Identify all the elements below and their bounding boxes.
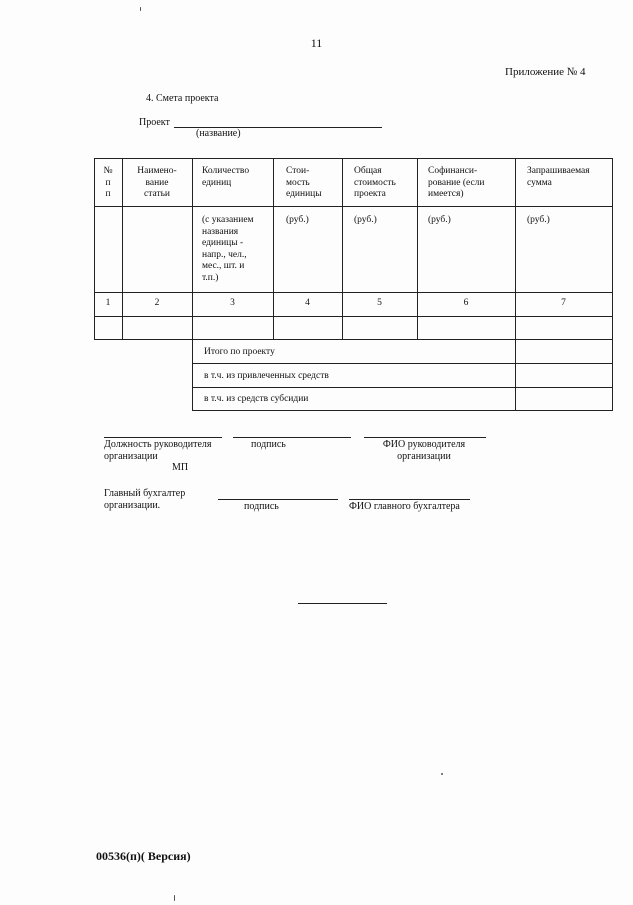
budget-table (94, 158, 613, 411)
head-signature-label: подпись (251, 439, 286, 450)
table-line (94, 158, 95, 340)
table-line (192, 363, 613, 364)
subheader-cofinancing: (руб.) (428, 215, 451, 225)
column-number: 1 (105, 298, 111, 308)
accountant-signature-line (218, 499, 338, 500)
table-line (94, 206, 613, 207)
head-fio-line (364, 437, 486, 438)
accountant-fio-line (349, 499, 470, 500)
head-fio-label: ФИО руководителя организации (382, 439, 466, 462)
head-position-line (104, 437, 222, 438)
page-number: 11 (310, 36, 323, 50)
subheader-unit-cost: (руб.) (286, 215, 309, 225)
appendix-label: Приложение № 4 (505, 66, 586, 78)
scan-speck (140, 7, 141, 11)
section-title: 4. Смета проекта (146, 93, 219, 104)
table-line (612, 158, 613, 411)
stamp-place-label: МП (172, 462, 189, 473)
header-item-name: Наимено- вание статьи (137, 166, 177, 199)
end-separator-line (298, 603, 387, 604)
accountant-signature-label: подпись (244, 501, 279, 512)
project-name-hint: (название) (196, 128, 241, 139)
table-line (122, 158, 123, 340)
accountant-fio-label: ФИО главного бухгалтера (349, 501, 460, 512)
head-position-label: Должность руководителя организации (104, 439, 212, 462)
total-attracted-funds: в т.ч. из привлеченных средств (204, 371, 329, 381)
subheader-total-cost: (руб.) (354, 215, 377, 225)
table-line (94, 158, 613, 159)
table-line (342, 158, 343, 340)
table-line (192, 158, 193, 411)
column-number: 4 (305, 298, 310, 308)
table-line (515, 158, 516, 411)
table-line (273, 158, 274, 340)
column-number: 2 (154, 298, 160, 308)
header-total-cost: Общая стоимость проекта (354, 166, 396, 199)
table-line (192, 410, 613, 411)
subheader-quantity: (с указанием названия единицы - напр., чел., мес., шт. и т.п.) (202, 215, 254, 283)
column-number: 7 (561, 298, 566, 308)
total-project: Итого по проекту (204, 347, 275, 357)
header-cofinancing: Софинанси- рование (если имеется) (428, 166, 485, 199)
column-number: 6 (463, 298, 469, 308)
scan-speck (441, 773, 443, 775)
total-subsidy-funds: в т.ч. из средств субсидии (204, 394, 309, 404)
column-number: 5 (377, 298, 382, 308)
header-number: № п п (103, 166, 113, 199)
header-quantity: Количество единиц (202, 166, 250, 188)
table-line (94, 316, 613, 317)
scan-speck (174, 895, 175, 901)
subheader-requested-amount: (руб.) (527, 215, 550, 225)
accountant-label: Главный бухгалтер организации. (104, 488, 186, 511)
column-number: 3 (230, 298, 235, 308)
header-requested-amount: Запрашиваемая сумма (527, 166, 590, 188)
table-line (417, 158, 418, 340)
project-label: Проект (139, 117, 170, 128)
header-unit-cost: Стои- мость единицы (286, 166, 322, 199)
table-line (192, 387, 613, 388)
table-line (94, 339, 613, 340)
table-line (94, 292, 613, 293)
footer-code: 00536(п)( Версия) (96, 849, 191, 863)
head-signature-line (233, 437, 351, 438)
